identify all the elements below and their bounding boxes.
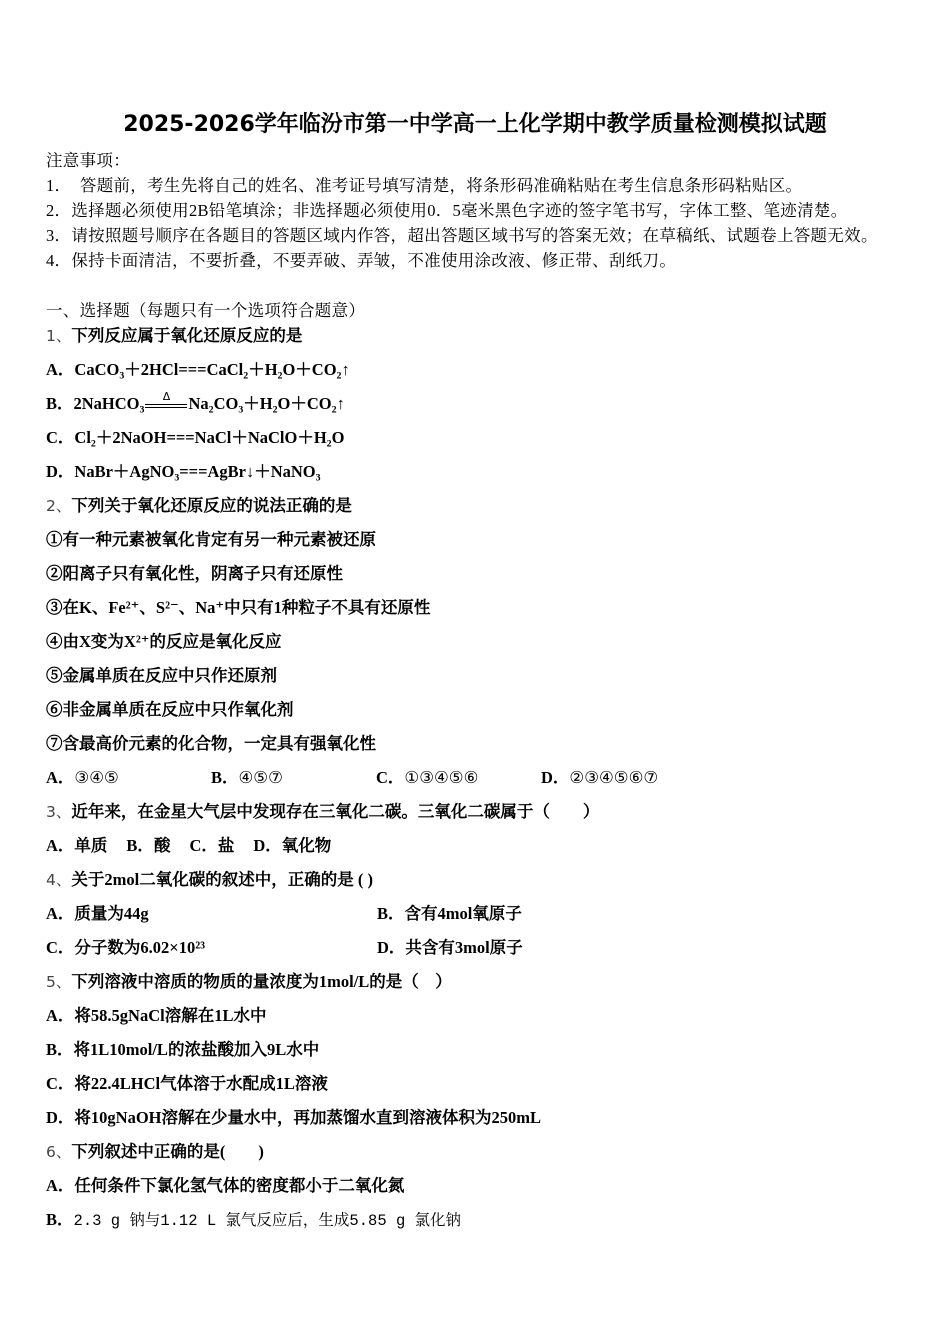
option-text: 任何条件下氯化氢气体的密度都小于二氧化氮 <box>74 1176 405 1195</box>
question-4-option-c <box>46 931 377 965</box>
option-label: C． <box>46 1074 75 1093</box>
option-label: D． <box>46 1108 75 1127</box>
question-stem-text: 下列溶液中溶质的物质的量浓度为1mol/L的是（ ） <box>71 972 452 991</box>
option-text: ①③④⑤⑥ <box>404 768 479 787</box>
question-2-statement-2: ②阳离子只有氧化性，阴离子只有还原性 <box>46 564 343 583</box>
option-text: 氧化物 <box>281 836 332 855</box>
double-line-equals <box>145 404 187 408</box>
question-2-stem <box>46 489 926 523</box>
option-text: 盐 <box>217 836 235 855</box>
option-text: 分子数为6.02×10²³ <box>74 938 206 957</box>
option-text: 单质 <box>74 836 108 855</box>
question-1-option-d <box>46 455 926 489</box>
question-5-stem <box>46 965 926 999</box>
option-label: C． <box>46 428 75 447</box>
question-4-option-a <box>46 897 377 931</box>
option-text: 共含有3mol原子 <box>405 938 523 957</box>
question-stem-text: 下列叙述中正确的是( ) <box>71 1142 264 1161</box>
option-label: C． <box>189 836 218 855</box>
question-2-option-b <box>211 761 376 795</box>
question-2-statement-5: ⑤金属单质在反应中只作还原剂 <box>46 666 277 685</box>
option-text: 将22.4LHCl气体溶于水配成1L溶液 <box>74 1074 328 1093</box>
option-label: A． <box>46 836 75 855</box>
option-text: CaCO₃＋2HCl===CaCl₂＋H₂O＋CO₂↑ <box>74 360 350 379</box>
question-6-option-b <box>46 1203 926 1237</box>
question-2-statement-6: ⑥非金属单质在反应中只作氧化剂 <box>46 700 294 719</box>
question-2-statement-1: ①有一种元素被氧化肯定有另一种元素被还原 <box>46 530 376 549</box>
question-5-option-c <box>46 1067 926 1101</box>
option-text: ②③④⑤⑥⑦ <box>569 768 659 787</box>
option-label: B． <box>211 768 239 787</box>
question-2-options-row <box>46 761 926 795</box>
option-text: Cl₂＋2NaOH===NaCl＋NaClO＋H₂O <box>74 428 345 447</box>
note-item-1: 1． 答题前，考生先将自己的姓名、准考证号填写清楚，将条形码准确粘贴在考生信息条形码粘贴区。 <box>46 176 803 195</box>
option-label: B． <box>46 394 74 413</box>
question-number: 2、 <box>46 497 72 515</box>
option-text: 酸 <box>153 836 171 855</box>
option-label: A． <box>46 360 75 379</box>
option-text: 质量为44g <box>74 904 149 923</box>
question-4-option-d <box>377 931 523 965</box>
note-item-4: 4．保持卡面清洁，不要折叠，不要弄破、弄皱，不准使用涂改液、修正带、刮纸刀。 <box>46 251 677 270</box>
question-1-option-c <box>46 421 926 455</box>
option-label: D． <box>541 768 570 787</box>
question-number: 5、 <box>46 973 72 991</box>
question-2-statement-7: ⑦含最高价元素的化合物，一定具有强氧化性 <box>46 734 376 753</box>
option-label: A． <box>46 1006 75 1025</box>
question-3-option-b <box>126 829 170 863</box>
option-text: 将58.5gNaCl溶解在1L水中 <box>74 1006 267 1025</box>
question-3-option-c <box>189 829 234 863</box>
option-label: B． <box>377 904 405 923</box>
option-text: 含有4mol氧原子 <box>404 904 522 923</box>
option-label: D． <box>377 938 406 957</box>
heat-equals-sign <box>144 390 188 413</box>
option-label: B． <box>46 1040 74 1059</box>
option-text: 将1L10mol/L的浓盐酸加入9L水中 <box>73 1040 320 1059</box>
option-label: D． <box>46 462 75 481</box>
option-text: ④⑤⑦ <box>238 768 283 787</box>
question-number: 4、 <box>46 871 72 889</box>
notes-block <box>46 148 926 323</box>
question-number: 3、 <box>46 803 72 821</box>
exam-title: 2025-2026学年临汾市第一中学高一上化学期中教学质量检测模拟试题 <box>123 112 827 137</box>
question-2-option-d <box>541 761 658 795</box>
option-label: A． <box>46 904 75 923</box>
question-2-option-a <box>46 761 211 795</box>
question-1-option-a <box>46 353 926 387</box>
option-label: A． <box>46 768 75 787</box>
question-4-options-row-2 <box>46 931 926 965</box>
note-item-2: 2．选择题必须使用2B铅笔填涂；非选择题必须使用0．5毫米黑色字迹的签字笔书写，字体工整、笔迹清楚。 <box>46 201 848 220</box>
question-5-option-d <box>46 1101 926 1135</box>
option-label: C． <box>46 938 75 957</box>
question-2-statement-4: ④由X变为X²⁺的反应是氧化反应 <box>46 632 282 651</box>
question-1-stem <box>46 319 926 353</box>
question-stem-text: 近年来，在金星大气层中发现存在三氧化二碳。三氧化二碳属于（ ） <box>71 802 600 821</box>
heating-condition-symbol: Δ <box>162 390 171 403</box>
option-label: C． <box>376 768 405 787</box>
option-text: NaBr＋AgNO₃===AgBr↓＋NaNO₃ <box>74 462 321 481</box>
question-3-options-row <box>46 829 926 863</box>
option-text: 将10gNaOH溶解在少量水中，再加蒸馏水直到溶液体积为250mL <box>74 1108 542 1127</box>
question-4-option-b <box>377 897 522 931</box>
question-6-option-a <box>46 1169 926 1203</box>
question-3-option-a <box>46 829 107 863</box>
question-2-option-c <box>376 761 541 795</box>
question-number: 6、 <box>46 1143 72 1161</box>
blank-line <box>46 273 926 298</box>
question-4-stem <box>46 863 926 897</box>
questions-block <box>46 319 926 1237</box>
option-text: ③④⑤ <box>74 768 119 787</box>
question-stem-text: 下列反应属于氧化还原反应的是 <box>71 326 303 345</box>
option-label: D． <box>253 836 282 855</box>
option-label: B． <box>126 836 154 855</box>
question-6-stem <box>46 1135 926 1169</box>
equation-products: Na₂CO₃＋H₂O＋CO₂↑ <box>188 394 345 413</box>
question-5-option-b <box>46 1033 926 1067</box>
option-label: B． <box>46 1210 74 1229</box>
notes-heading: 注意事项： <box>46 151 130 170</box>
question-2-statement-3: ③在K、Fe²⁺、S²⁻、Na⁺中只有1种粒子不具有还原性 <box>46 598 431 617</box>
question-3-stem <box>46 795 926 829</box>
equation-reactants: 2NaHCO₃ <box>73 394 145 413</box>
note-item-3: 3．请按照题号顺序在各题目的答题区域内作答，超出答题区域书写的答案无效；在草稿纸、试题卷上答题无效。 <box>46 226 878 245</box>
question-stem-text: 下列关于氧化还原反应的说法正确的是 <box>71 496 352 515</box>
section-heading: 一、选择题（每题只有一个选项符合题意） <box>46 301 366 320</box>
option-text: 2.3 g 钠与1.12 L 氯气反应后，生成5.85 g 氯化钠 <box>73 1212 462 1230</box>
question-number: 1、 <box>46 327 72 345</box>
question-1-option-b <box>46 387 926 421</box>
question-stem-text: 关于2mol二氧化碳的叙述中，正确的是 ( ) <box>71 870 373 889</box>
question-5-option-a <box>46 999 926 1033</box>
option-label: A． <box>46 1176 75 1195</box>
question-4-options-row-1 <box>46 897 926 931</box>
question-3-option-d <box>253 829 331 863</box>
